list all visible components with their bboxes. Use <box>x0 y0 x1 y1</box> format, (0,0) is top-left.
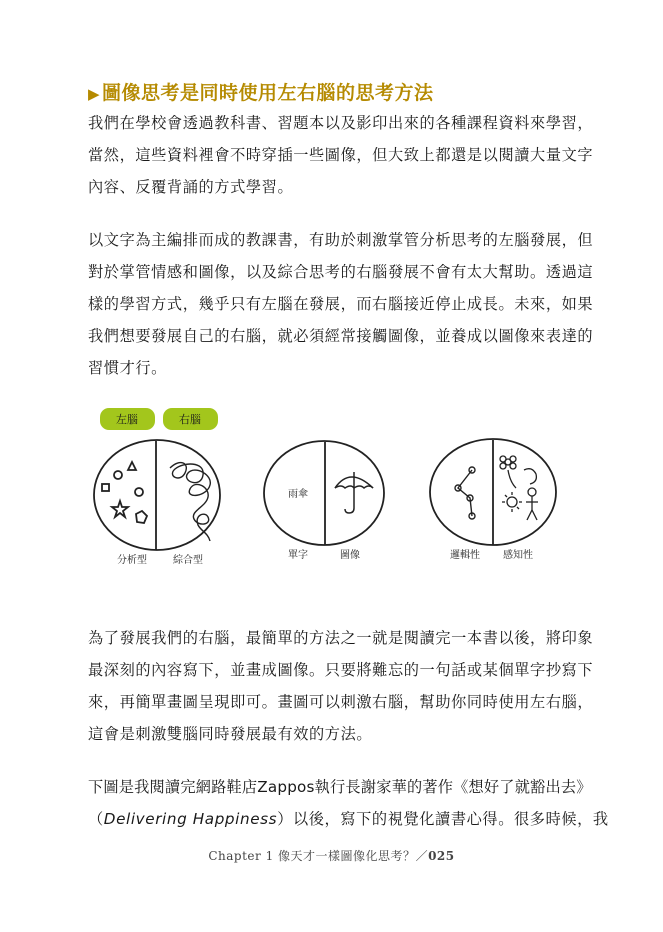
paragraph-line: 最深刻的內容寫下，並畫成圖像。只要將難忘的一句話或某個單字抄寫下 <box>88 661 594 679</box>
right-brain-tag <box>163 408 218 430</box>
paragraph-line: 我們想要發展自己的右腦，就必須經常接觸圖像，並養成以圖像來表達的 <box>88 327 594 345</box>
square-shape-icon <box>102 484 109 491</box>
paragraph-line: 為了發展我們的右腦，最簡單的方法之一就是閱讀完一本書以後，將印象 <box>88 629 594 647</box>
word-label: 單字 <box>288 550 308 561</box>
section-heading <box>88 78 434 105</box>
brain-analytic-synthetic <box>94 440 220 550</box>
paragraph-line: 當然，這些資料裡會不時穿插一些圖像，但大致上都還是以閱讀大量文字 <box>88 146 594 164</box>
book-title-english: Delivering Happiness <box>103 810 278 828</box>
paragraph-line: （Delivering Happiness）以後，寫下的視覺化讀書心得。很多時候，我 <box>88 810 609 828</box>
page-footer: Chapter 1 像天才一樣圖像化思考？／025 <box>208 849 455 863</box>
paragraph-line: 下圖是我閱讀完網路鞋店Zappos執行長謝家華的著作《想好了就豁出去》 <box>88 778 592 796</box>
svg-text:左腦: 左腦 <box>116 413 138 426</box>
image-label: 圖像 <box>340 550 360 561</box>
svg-text:右腦: 右腦 <box>179 413 201 426</box>
triangle-marker-icon: ▶ <box>88 85 101 103</box>
paragraph-line: 樣的學習方式，幾乎只有左腦在發展，而右腦接近停止成長。未來，如果 <box>88 295 594 313</box>
perception-label: 感知性 <box>503 550 533 561</box>
brain-logic-perception <box>430 439 556 545</box>
brain-word-image <box>264 441 384 545</box>
flower-sun-person-icon <box>500 456 538 520</box>
star-shape-icon <box>112 501 128 517</box>
page-number: 025 <box>428 849 455 863</box>
paragraph-line: 來，再簡單畫圖呈現即可。畫圖可以刺激右腦，幫助你同時使用左右腦， <box>88 693 594 711</box>
triangle-shape-icon <box>128 462 136 470</box>
paragraph-line: 以文字為主編排而成的教課書，有助於刺激掌管分析思考的左腦發展，但 <box>88 231 594 249</box>
chapter-title: 像天才一樣圖像化思考？ <box>278 849 416 863</box>
paragraph-line: 對於掌管情感和圖像，以及綜合思考的右腦發展不會有太大幫助。透過這 <box>88 263 594 281</box>
synthetic-label: 綜合型 <box>173 555 203 566</box>
brain-illustration <box>80 398 590 583</box>
paragraph-line: 習慣才行。 <box>88 359 167 377</box>
umbrella-word: 雨傘 <box>288 489 308 500</box>
section-heading-text: 圖像思考是同時使用左右腦的思考方法 <box>102 82 434 104</box>
left-brain-tag <box>100 408 155 430</box>
pentagon-shape-icon <box>136 511 147 523</box>
chapter-label: Chapter 1 <box>208 849 274 863</box>
analytic-label: 分析型 <box>117 555 147 566</box>
constellation-icon <box>455 467 475 519</box>
squiggle-icon <box>170 463 210 541</box>
logic-label: 邏輯性 <box>450 550 480 561</box>
paragraph-line: 這會是刺激雙腦同時發展最有效的方法。 <box>88 725 373 743</box>
circle-shape-icon <box>114 471 122 479</box>
paragraph-line: 我們在學校會透過教科書、習題本以及影印出來的各種課程資料來學習， <box>88 114 594 132</box>
paragraph-line: 內容、反覆背誦的方式學習。 <box>88 178 294 196</box>
umbrella-icon <box>335 472 373 513</box>
